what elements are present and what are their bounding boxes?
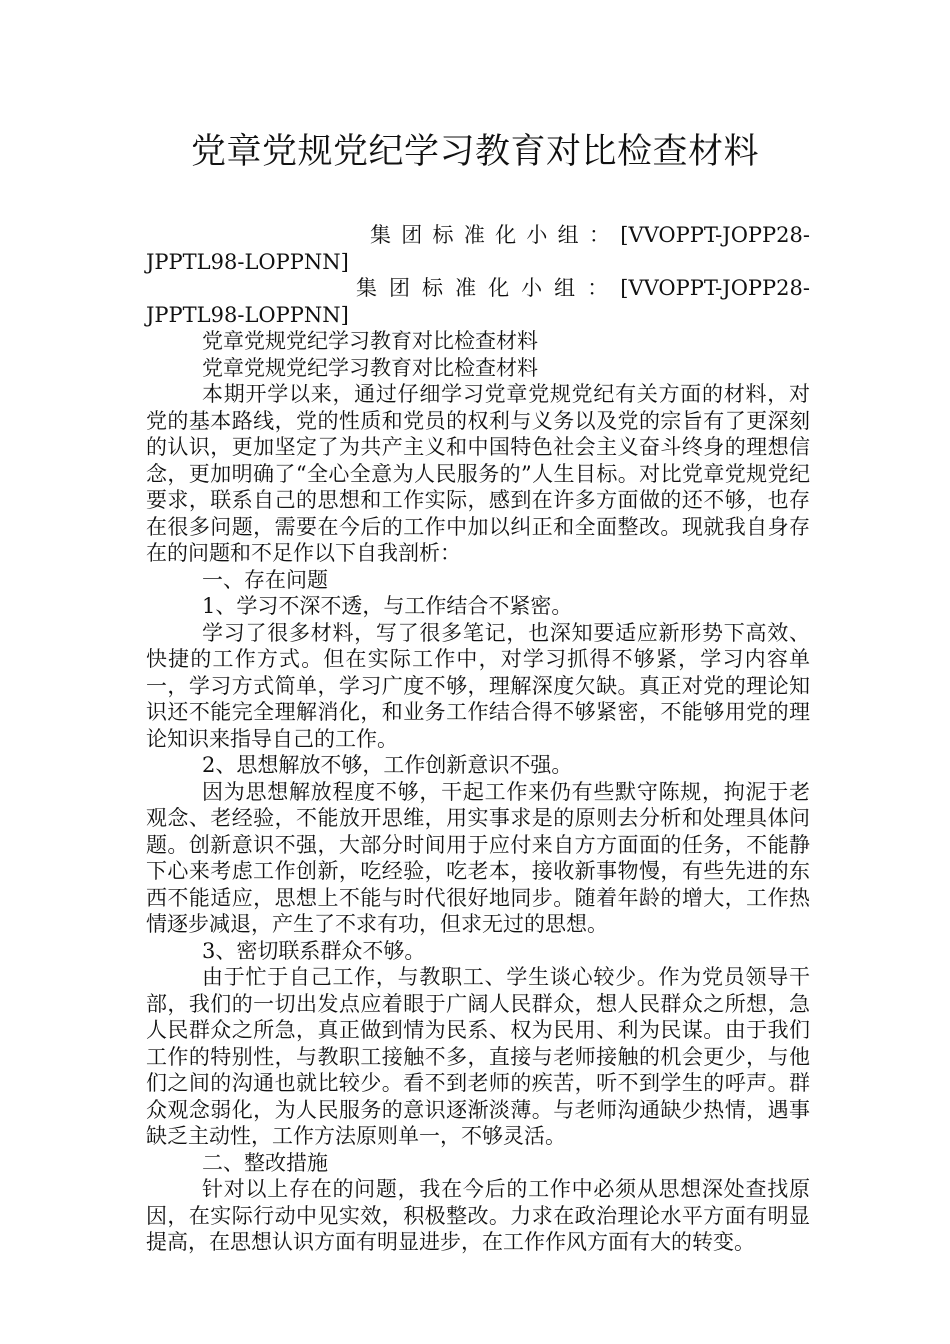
subsection-heading: 2、思想解放不够，工作创新意识不强。 — [202, 753, 573, 777]
body-paragraph: 针对以上存在的问题，我在今后的工作中必须从思想深处查找原因，在实际行动中见实效，积极整改。力求在政治理论水平方面有明显提高，在思想认识方面有明显进步，在工作作风方面有大的转变。 — [146, 1177, 810, 1254]
body-paragraph: 学习了很多材料，写了很多笔记，也深知要适应新形势下高效、快捷的工作方式。但在实际工作中，对学习抓得不够紧，学习内容单一，学习方式简单，学习广度不够，理解深度欠缺。真正对党的理论知识还不能完全理解消化，和业务工作结合得不够紧密，不能够用党的理论知识来指导自己的工作。 — [146, 620, 810, 751]
body-paragraph: 由于忙于自己工作，与教职工、学生谈心较少。作为党员领导干部，我们的一切出发点应着眼于广阔人民群众，想人民群众之所想，急人民群众之所急，真正做到情为民系、权为民用、利为民谋。由于我们工作的特别性，与教职工接触不多，直接与老师接触的机会更少，与他们之间的沟通也就比较少。看不到老师的疾苦，听不到学生的呼声。群众观念弱化，为人民服务的意识逐渐淡薄。与老师沟通缺少热情，遇事缺乏主动性，工作方法原则单一，不够灵活。 — [146, 965, 810, 1148]
subsection-heading: 1、学习不深不透，与工作结合不紧密。 — [202, 594, 573, 618]
document-title: 党章党规党纪学习教育对比检查材料 — [190, 132, 759, 172]
group-line: 集团标准化小组：[VVOPPT-JOPP28-JPPTL98-LOPPNN] — [146, 223, 810, 274]
subtitle-line: 党章党规党纪学习教育对比检查材料 — [202, 329, 538, 353]
subsection-heading: 3、密切联系群众不够。 — [202, 938, 426, 963]
intro-paragraph: 本期开学以来，通过仔细学习党章党规党纪有关方面的材料，对党的基本路线，党的性质和党员的权利与义务以及党的宗旨有了更深刻的认识，更加坚定了为共产主义和中国特色社会主义奋斗终身的理想信念，更加明确了“全心全意为人民服务的”人生目标。对比党章党规党纪要求，联系自己的思想和工作实际，感到在许多方面做的还不够，也存在很多问题，需要在今后的工作中加以纠正和全面整改。现就我自身存在的问题和不足作以下自我剖析： — [146, 382, 810, 565]
subtitle-line: 党章党规党纪学习教育对比检查材料 — [202, 355, 538, 380]
document-body — [146, 222, 810, 1256]
body-paragraph: 因为思想解放程度不够，干起工作来仍有些默守陈规，拘泥于老观念、老经验，不能放开思维，用实事求是的原则去分析和处理具体问题。创新意识不强，大部分时间用于应付来自方方面面的任务，不能静下心来考虑工作创新，吃经验，吃老本，接收新事物慢，有些先进的东西不能适应，思想上不能与时代很好地同步。随着年龄的增大，工作热情逐步减退，产生了不求有功，但求无过的思想。 — [146, 779, 810, 936]
section-heading: 一、存在问题 — [202, 567, 328, 592]
group-line: 集团标准化小组：[VVOPPT-JOPP28-JPPTL98-LOPPNN] — [146, 276, 810, 327]
section-heading: 二、整改措施 — [202, 1150, 328, 1175]
